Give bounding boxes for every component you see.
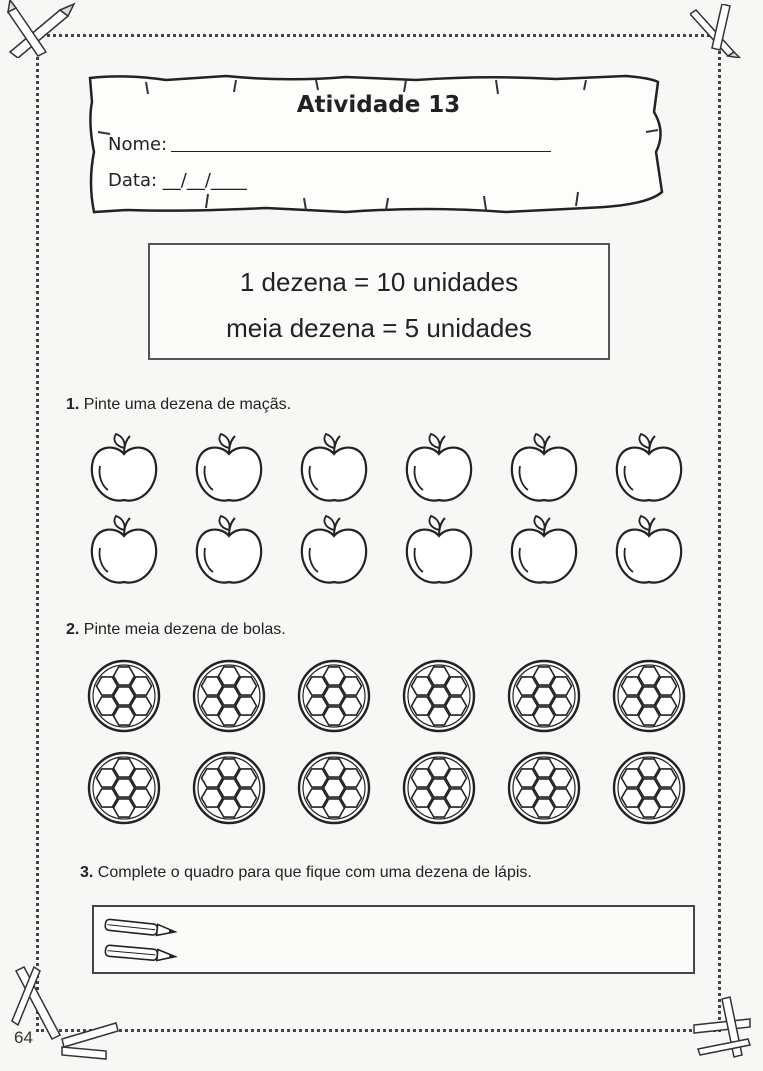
page-number: 64 bbox=[14, 1028, 33, 1047]
pencil-answer-box[interactable] bbox=[92, 905, 695, 974]
soccer-ball-icon[interactable] bbox=[614, 661, 684, 731]
soccer-ball-icon[interactable] bbox=[509, 661, 579, 731]
crossed-pencils-icon bbox=[690, 995, 760, 1065]
question-number: 3. bbox=[80, 864, 94, 881]
question-1 bbox=[66, 396, 291, 414]
question-3 bbox=[80, 864, 532, 882]
apple-icon[interactable] bbox=[512, 516, 576, 583]
ball-grid bbox=[86, 658, 696, 828]
info-line-dezena: 1 dezena = 10 unidades bbox=[239, 267, 519, 297]
apple-grid-svg bbox=[86, 432, 696, 602]
soccer-ball-icon[interactable] bbox=[614, 753, 684, 823]
date-blank[interactable]: __/__/____ bbox=[162, 170, 247, 191]
apple-grid bbox=[86, 432, 696, 602]
soccer-ball-icon[interactable] bbox=[404, 661, 474, 731]
name-blank-line[interactable] bbox=[171, 151, 551, 152]
soccer-ball-icon[interactable] bbox=[194, 753, 264, 823]
question-text: Complete o quadro para que fique com uma dezena de lápis. bbox=[97, 864, 532, 881]
date-field[interactable] bbox=[108, 170, 408, 191]
pencils-svg bbox=[102, 911, 222, 971]
apple-icon[interactable] bbox=[407, 434, 471, 501]
crossed-pencils-icon bbox=[2, 0, 80, 58]
soccer-ball-grid-svg bbox=[86, 658, 696, 828]
name-label: Nome: bbox=[108, 134, 168, 155]
apple-icon[interactable] bbox=[617, 434, 681, 501]
soccer-ball-icon[interactable] bbox=[509, 753, 579, 823]
soccer-ball-icon[interactable] bbox=[89, 753, 159, 823]
apple-icon[interactable] bbox=[302, 516, 366, 583]
soccer-ball-icon[interactable] bbox=[404, 753, 474, 823]
apple-icon[interactable] bbox=[197, 434, 261, 501]
question-text: Pinte uma dezena de maçãs. bbox=[83, 396, 292, 413]
apple-icon[interactable] bbox=[407, 516, 471, 583]
crossed-pencils-icon bbox=[690, 4, 750, 58]
info-line-meia-dezena: meia dezena = 5 unidades bbox=[226, 313, 532, 343]
apple-icon[interactable] bbox=[197, 516, 261, 583]
question-2 bbox=[66, 621, 286, 639]
apple-icon[interactable] bbox=[92, 516, 156, 583]
crossed-pencils-icon bbox=[10, 965, 120, 1065]
apple-icon[interactable] bbox=[617, 516, 681, 583]
soccer-ball-icon[interactable] bbox=[194, 661, 264, 731]
pencil-icon bbox=[105, 945, 176, 962]
name-field[interactable] bbox=[108, 134, 608, 155]
question-text: Pinte meia dezena de bolas. bbox=[83, 621, 286, 638]
question-number: 2. bbox=[66, 621, 80, 638]
soccer-ball-icon[interactable] bbox=[299, 661, 369, 731]
soccer-ball-icon[interactable] bbox=[89, 661, 159, 731]
pencil-icon bbox=[105, 919, 176, 937]
info-box bbox=[148, 243, 610, 360]
activity-title: Atividade 13 bbox=[296, 92, 461, 118]
header-board bbox=[86, 72, 671, 220]
apple-icon[interactable] bbox=[512, 434, 576, 501]
apple-icon[interactable] bbox=[92, 434, 156, 501]
date-label: Data: bbox=[108, 170, 158, 191]
soccer-ball-icon[interactable] bbox=[299, 753, 369, 823]
question-number: 1. bbox=[66, 396, 80, 413]
apple-icon[interactable] bbox=[302, 434, 366, 501]
